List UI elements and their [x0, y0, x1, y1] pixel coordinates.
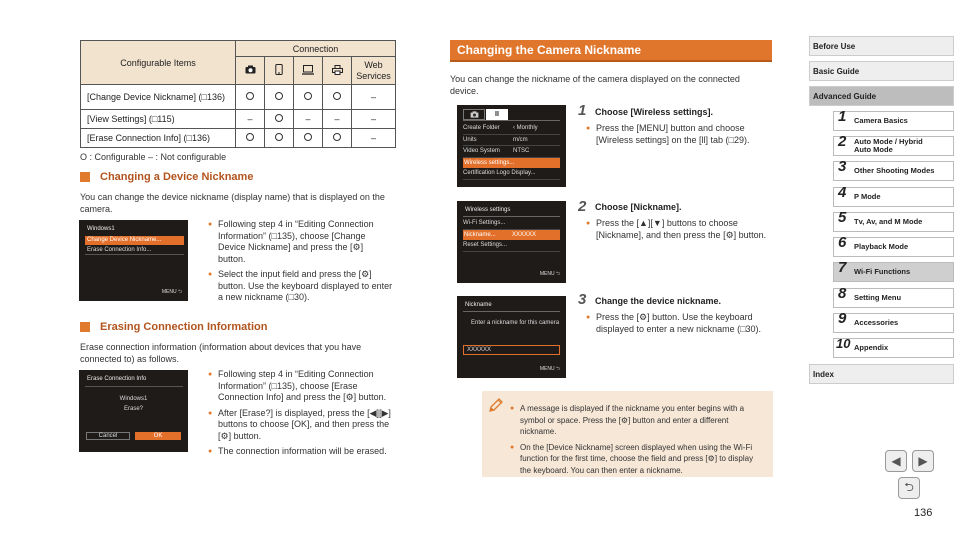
note-bullet: ● A message is displayed if the nickname you enter begins with a symbol or space. Press the [⚙] button and enter a different nickname. — [510, 403, 765, 438]
screen-device-name: Windows1 — [119, 396, 148, 402]
nav-chapter-6[interactable] — [833, 234, 954, 257]
configurable-items-table — [80, 40, 396, 148]
row1-camera-value — [236, 85, 265, 110]
note-bullet: ● On the [Device Nickname] screen displayed when using the Wi-Fi function for the first time, choose the field and press [⚙] to display the keyboard. You can then enter a nickname. — [510, 442, 765, 477]
step-title: Choose [Wireless settings]. — [595, 107, 713, 117]
chapter-number: 5 — [838, 209, 847, 226]
screen-title: Erase Connection Info — [87, 376, 147, 382]
row2-printer-value: – — [323, 110, 352, 129]
screen-ok-option: OK — [135, 432, 181, 440]
header-configurable-items: Configurable Items — [81, 41, 236, 85]
chapter-label: Tv, Av, and M Mode — [854, 217, 923, 226]
bullet: ● Following step 4 in “Editing Connection Information” (□135), choose [Change Device Nickname] and press the [⚙] button. — [208, 219, 393, 265]
nav-chapter-7[interactable] — [833, 259, 954, 282]
shooting-tab-icon — [463, 109, 485, 120]
chapter-number: 1 — [838, 108, 847, 125]
nav-chapter-10[interactable] — [833, 338, 954, 358]
step3-instructions — [586, 312, 768, 339]
setup-tab-icon: ƖƖ — [486, 109, 508, 120]
nav-chapter-3[interactable] — [833, 158, 954, 181]
step-number: 3 — [578, 291, 587, 308]
nav-basic-guide[interactable]: Basic Guide — [809, 61, 954, 81]
section-para-erase-info: Erase connection information (information about devices that you have connected to) as follows. — [80, 342, 362, 364]
nav-chapter-5[interactable] — [833, 209, 954, 232]
chapter-number: 10 — [836, 336, 851, 351]
row3-camera-value — [236, 129, 265, 148]
screen-row-nickname: Nickname... — [464, 231, 496, 238]
screen-row-value: NTSC — [513, 148, 530, 154]
return-button[interactable] — [898, 477, 920, 499]
screen-title: Windows1 — [87, 226, 115, 232]
screen-row-label: Create Folder — [463, 125, 500, 131]
row3-printer-value — [323, 129, 352, 148]
header-connection: Connection — [236, 41, 396, 57]
row1-smartphone-value — [265, 85, 294, 110]
screen-row-value: m/cm — [513, 136, 528, 143]
chapter-number: 6 — [838, 234, 847, 251]
step-title: Choose [Nickname]. — [595, 202, 682, 212]
bullet: ● Press the [⚙] button. Use the keyboard displayed to enter a new nickname (□30). — [586, 312, 768, 335]
screen-menu-back: MENU ⮌ — [539, 271, 560, 277]
screen-item-change-nickname: Change Device Nickname... — [85, 236, 184, 245]
screen-cancel-option: Cancel — [86, 432, 130, 440]
chapter-label: Other Shooting Modes — [854, 166, 935, 175]
section-header: Changing the Camera Nickname — [450, 40, 772, 62]
page-number: 136 — [914, 507, 933, 519]
chapter-label: Playback Mode — [854, 242, 909, 251]
nav-chapter-8[interactable] — [833, 285, 954, 308]
section-para-change-nickname: You can change the device nickname (display name) that is displayed on the camera. — [80, 192, 385, 214]
chapter-label: Auto Mode / Hybrid Auto Mode — [854, 137, 923, 154]
row2-web-value: – — [352, 110, 396, 129]
section2-steps — [208, 369, 393, 462]
camera-screen-setup-menu — [457, 105, 566, 187]
screen-row-wireless-settings: Wireless settings... — [463, 158, 560, 169]
screen-erase-question: Erase? — [123, 406, 143, 412]
screen-row-label: Certification Logo Display... — [463, 168, 560, 180]
step-title: Change the device nickname. — [595, 296, 722, 306]
header-web-services: Web Services — [352, 57, 396, 85]
bullet: ● Following step 4 in “Editing Connection Information” (□135), choose [Erase Connection Info] and press the [⚙] button. — [208, 369, 393, 404]
camera-screen-device-nickname — [79, 220, 188, 301]
screen-row-label: Video System — [463, 148, 500, 154]
screen-item-erase-info: Erase Connection Info... — [85, 246, 184, 255]
chapter-number: 3 — [838, 158, 847, 175]
row1-computer-value — [294, 85, 323, 110]
chapter-label: Wi-Fi Functions — [854, 267, 911, 276]
row-label-view-settings: [View Settings] (□115) — [81, 110, 236, 129]
screen-row-value: ‹ Monthly — [513, 125, 538, 131]
screen-row-value: XXXXXX — [512, 231, 537, 238]
step1-instructions — [586, 123, 768, 150]
bullet: ● The connection information will be erased. — [208, 446, 393, 458]
screen-title: Wireless settings — [465, 207, 511, 213]
camera-screen-wireless-settings — [457, 201, 566, 283]
bullet: ● Press the [MENU] button and choose [Wireless settings] on the [ƖƖ] tab (□29). — [586, 123, 768, 146]
nav-chapter-4[interactable] — [833, 184, 954, 207]
nav-advanced-guide[interactable]: Advanced Guide — [809, 86, 954, 106]
next-page-button[interactable] — [912, 450, 934, 472]
screen-hint: Enter a nickname for this camera — [471, 320, 560, 326]
nav-index[interactable]: Index — [809, 364, 954, 384]
screen-row-wifi-settings: Wi-Fi Settings... — [463, 218, 560, 230]
nav-chapter-9[interactable] — [833, 310, 954, 333]
chapter-number: 7 — [838, 259, 847, 276]
computer-icon — [294, 57, 323, 85]
bullet: ● Select the input field and press the [⚙] button. Use the keyboard displayed to enter a new nickname (□30). — [208, 269, 393, 304]
camera-screen-nickname — [457, 296, 566, 378]
row3-web-value: – — [352, 129, 396, 148]
chapter-label: Setting Menu — [854, 293, 902, 302]
previous-page-button[interactable] — [885, 450, 907, 472]
bullet: ● Press the [▲][▼] buttons to choose [Nickname], and then press the [⚙] button. — [586, 218, 768, 241]
arrow-left-icon: ◀ — [891, 454, 901, 468]
row1-web-value: – — [352, 85, 396, 110]
screen-menu-back: MENU ⮌ — [161, 289, 182, 295]
row3-computer-value — [294, 129, 323, 148]
section-title-erase-info: Erasing Connection Information — [100, 321, 268, 333]
step-number: 1 — [578, 102, 587, 119]
camera-icon — [236, 57, 265, 85]
printer-icon — [323, 57, 352, 85]
row-label-erase-info: [Erase Connection Info] (□136) — [81, 129, 236, 148]
chapter-number: 8 — [838, 285, 847, 302]
chapter-label: P Mode — [854, 192, 881, 201]
nav-chapter-1[interactable] — [833, 108, 954, 131]
section-marker — [80, 172, 90, 182]
return-icon: ⮌ — [904, 479, 914, 494]
note-box — [482, 391, 773, 477]
camera-screen-erase-info — [79, 370, 188, 452]
row2-camera-value: – — [236, 110, 265, 129]
chapter-label: Camera Basics — [854, 116, 908, 125]
smartphone-icon — [265, 57, 294, 85]
section-marker — [80, 322, 90, 332]
arrow-right-icon: ▶ — [918, 454, 928, 468]
chapter-label: Accessories — [854, 318, 899, 327]
screen-nickname-field: XXXXXX — [463, 345, 560, 355]
section1-steps — [208, 219, 393, 308]
row1-printer-value — [323, 85, 352, 110]
chapter-label: Appendix — [854, 343, 889, 352]
row2-smartphone-value — [265, 110, 294, 129]
section-intro: You can change the nickname of the camera displayed on the connected device. — [450, 74, 740, 96]
row2-computer-value: – — [294, 110, 323, 129]
step2-instructions — [586, 218, 768, 245]
bullet: ● After [Erase?] is displayed, press the [◀][▶] buttons to choose [OK], and then press the [⚙] button. — [208, 408, 393, 443]
screen-row-reset-settings: Reset Settings... — [463, 240, 560, 252]
screen-title: Nickname — [465, 302, 492, 308]
pencil-icon — [487, 396, 505, 416]
nav-before-use[interactable]: Before Use — [809, 36, 954, 56]
row3-smartphone-value — [265, 129, 294, 148]
nav-chapter-2[interactable] — [833, 133, 954, 156]
step-number: 2 — [578, 198, 587, 215]
chapter-number: 9 — [838, 310, 847, 327]
section-title-change-nickname: Changing a Device Nickname — [100, 171, 254, 183]
row-label-change-nickname: [Change Device Nickname] (□136) — [81, 85, 236, 110]
chapter-number: 2 — [838, 133, 847, 150]
screen-row-label: Units — [463, 136, 477, 143]
chapter-number: 4 — [838, 184, 847, 201]
screen-menu-back: MENU ⮌ — [539, 366, 560, 372]
table-legend: O : Configurable – : Not configurable — [80, 152, 227, 162]
